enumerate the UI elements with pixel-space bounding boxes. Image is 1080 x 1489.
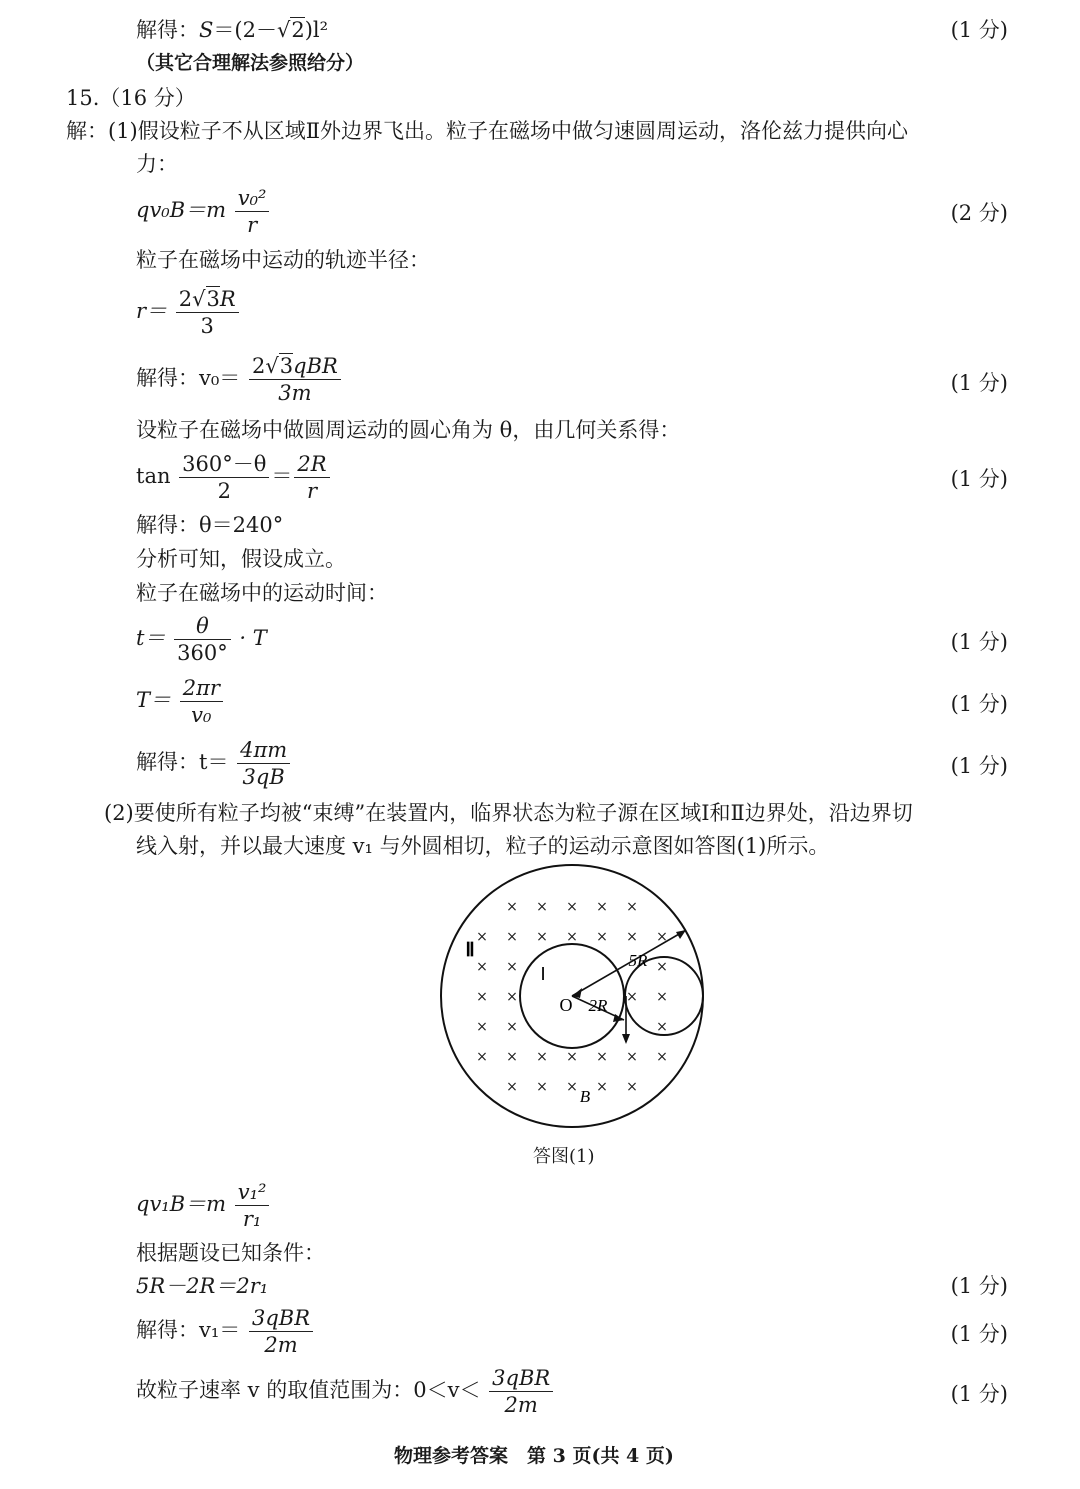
score-mark: (1 分) (950, 692, 1008, 716)
score-mark: (1 分) (950, 1382, 1008, 1406)
result-S: 解得：S＝(2－√2)l² (136, 18, 329, 42)
field-cross: × (476, 989, 488, 1005)
known-text: 根据题设已知条件： (136, 1241, 325, 1265)
question-header: 15.（16 分） (66, 86, 196, 110)
assumption-text: 分析可知，假设成立。 (136, 547, 346, 571)
field-cross: × (596, 1049, 608, 1065)
magnetic-field-diagram (420, 860, 720, 1140)
arrowhead-5R (676, 930, 686, 939)
equation-lorentz-v1: qv₁B＝m $\frac{\text{v₁²}}{\text{r₁}}$ (136, 1180, 271, 1231)
figure-caption: 答图(1) (533, 1146, 595, 1167)
field-cross: × (476, 929, 488, 945)
field-cross: × (626, 989, 638, 1005)
score-mark: (2 分) (950, 201, 1008, 225)
field-cross: × (626, 1049, 638, 1065)
field-cross: × (536, 1049, 548, 1065)
field-cross: × (566, 929, 578, 945)
region-I-label: Ⅰ (540, 964, 546, 984)
field-cross: × (656, 1049, 668, 1065)
field-cross: × (506, 929, 518, 945)
intro-line-1: 解：(1)假设粒子不从区域Ⅱ外边界飞出。粒子在磁场中做匀速圆周运动，洛伦兹力提供向心 (66, 119, 909, 143)
part2-line-1: (2)要使所有粒子均被“束缚”在装置内，临界状态为粒子源在区域Ⅰ和Ⅱ边界处，沿边界切 (104, 801, 913, 825)
region-II-label: Ⅱ (465, 940, 475, 961)
part2-line-2: 线入射，并以最大速度 v₁ 与外圆相切，粒子的运动示意图如答图(1)所示。 (136, 834, 830, 858)
score-mark: (1 分) (950, 371, 1008, 395)
field-cross: × (656, 929, 668, 945)
field-cross: × (506, 1049, 518, 1065)
field-cross: × (566, 1079, 578, 1095)
field-cross: × (656, 989, 668, 1005)
equation-tan: tan $\frac{360^\circ-\theta}{2}$ ＝ $\frac{2R}{r}$ (136, 452, 332, 503)
field-cross: × (626, 1079, 638, 1095)
angle-text: 设粒子在磁场中做圆周运动的圆心角为 θ，由几何关系得： (136, 418, 681, 442)
field-cross: × (506, 1019, 518, 1035)
label-2R: 2R (588, 996, 608, 1015)
label-B: B (579, 1087, 591, 1106)
equation-geometry: 5R－2R＝2r₁ (136, 1274, 269, 1298)
intro-line-2: 力： (136, 152, 178, 176)
radius-text: 粒子在磁场中运动的轨迹半径： (136, 248, 430, 272)
field-cross: × (476, 1019, 488, 1035)
equation-period: T＝ $\frac{2\pi r}{\text{v₀}}$ (136, 676, 225, 727)
time-text: 粒子在磁场中的运动时间： (136, 581, 388, 605)
field-cross: × (596, 929, 608, 945)
field-cross: × (656, 959, 668, 975)
score-mark: (1 分) (950, 1322, 1008, 1346)
label-5R: 5R (628, 951, 648, 970)
page-footer: 物理参考答案 第 3 页(共 4 页) (394, 1445, 674, 1467)
field-cross: × (566, 899, 578, 915)
equation-v0: 解得：v₀＝ $\frac{\text{2√3qBR}}{3m}$ (136, 354, 343, 405)
equation-time: t＝ $\frac{\theta}{360^\circ}$ · T (136, 614, 267, 666)
field-cross: × (476, 959, 488, 975)
field-cross: × (506, 989, 518, 1005)
score-mark: (1 分) (950, 1274, 1008, 1298)
field-cross: × (656, 1019, 668, 1035)
field-cross: × (566, 1049, 578, 1065)
equation-lorentz: qv₀B＝m $\frac{\text{v₀²}}{r}$ (136, 186, 271, 237)
field-cross: × (626, 899, 638, 915)
arrowhead-velocity (622, 1034, 630, 1044)
field-cross: × (536, 1079, 548, 1095)
label-O: O (559, 995, 573, 1015)
score-mark: (1 分) (950, 754, 1008, 778)
field-cross: × (626, 929, 638, 945)
field-cross: × (536, 929, 548, 945)
field-cross: × (596, 1079, 608, 1095)
velocity-range: 故粒子速率 v 的取值范围为：0＜v＜ $\frac{\text{3qBR}}{2m}$ (136, 1366, 555, 1417)
field-cross: × (476, 1049, 488, 1065)
theta-result: 解得：θ＝240° (136, 513, 284, 537)
equation-v1: 解得：v₁＝ $\frac{\text{3qBR}}{2m}$ (136, 1306, 315, 1357)
equation-time-result: 解得：t＝ $\frac{4\pi m}{3qB}$ (136, 738, 292, 789)
field-cross: × (506, 959, 518, 975)
field-cross: × (506, 899, 518, 915)
field-cross: × (506, 1079, 518, 1095)
field-cross: × (596, 899, 608, 915)
field-cross: × (536, 899, 548, 915)
score-mark: (1 分) (950, 467, 1008, 491)
grading-note: （其它合理解法参照给分） (136, 52, 365, 74)
equation-radius: r＝ $\frac{2√3R}{3}$ (136, 287, 241, 338)
score-mark: (1 分) (950, 630, 1008, 654)
score-mark: (1 分) (950, 18, 1008, 42)
